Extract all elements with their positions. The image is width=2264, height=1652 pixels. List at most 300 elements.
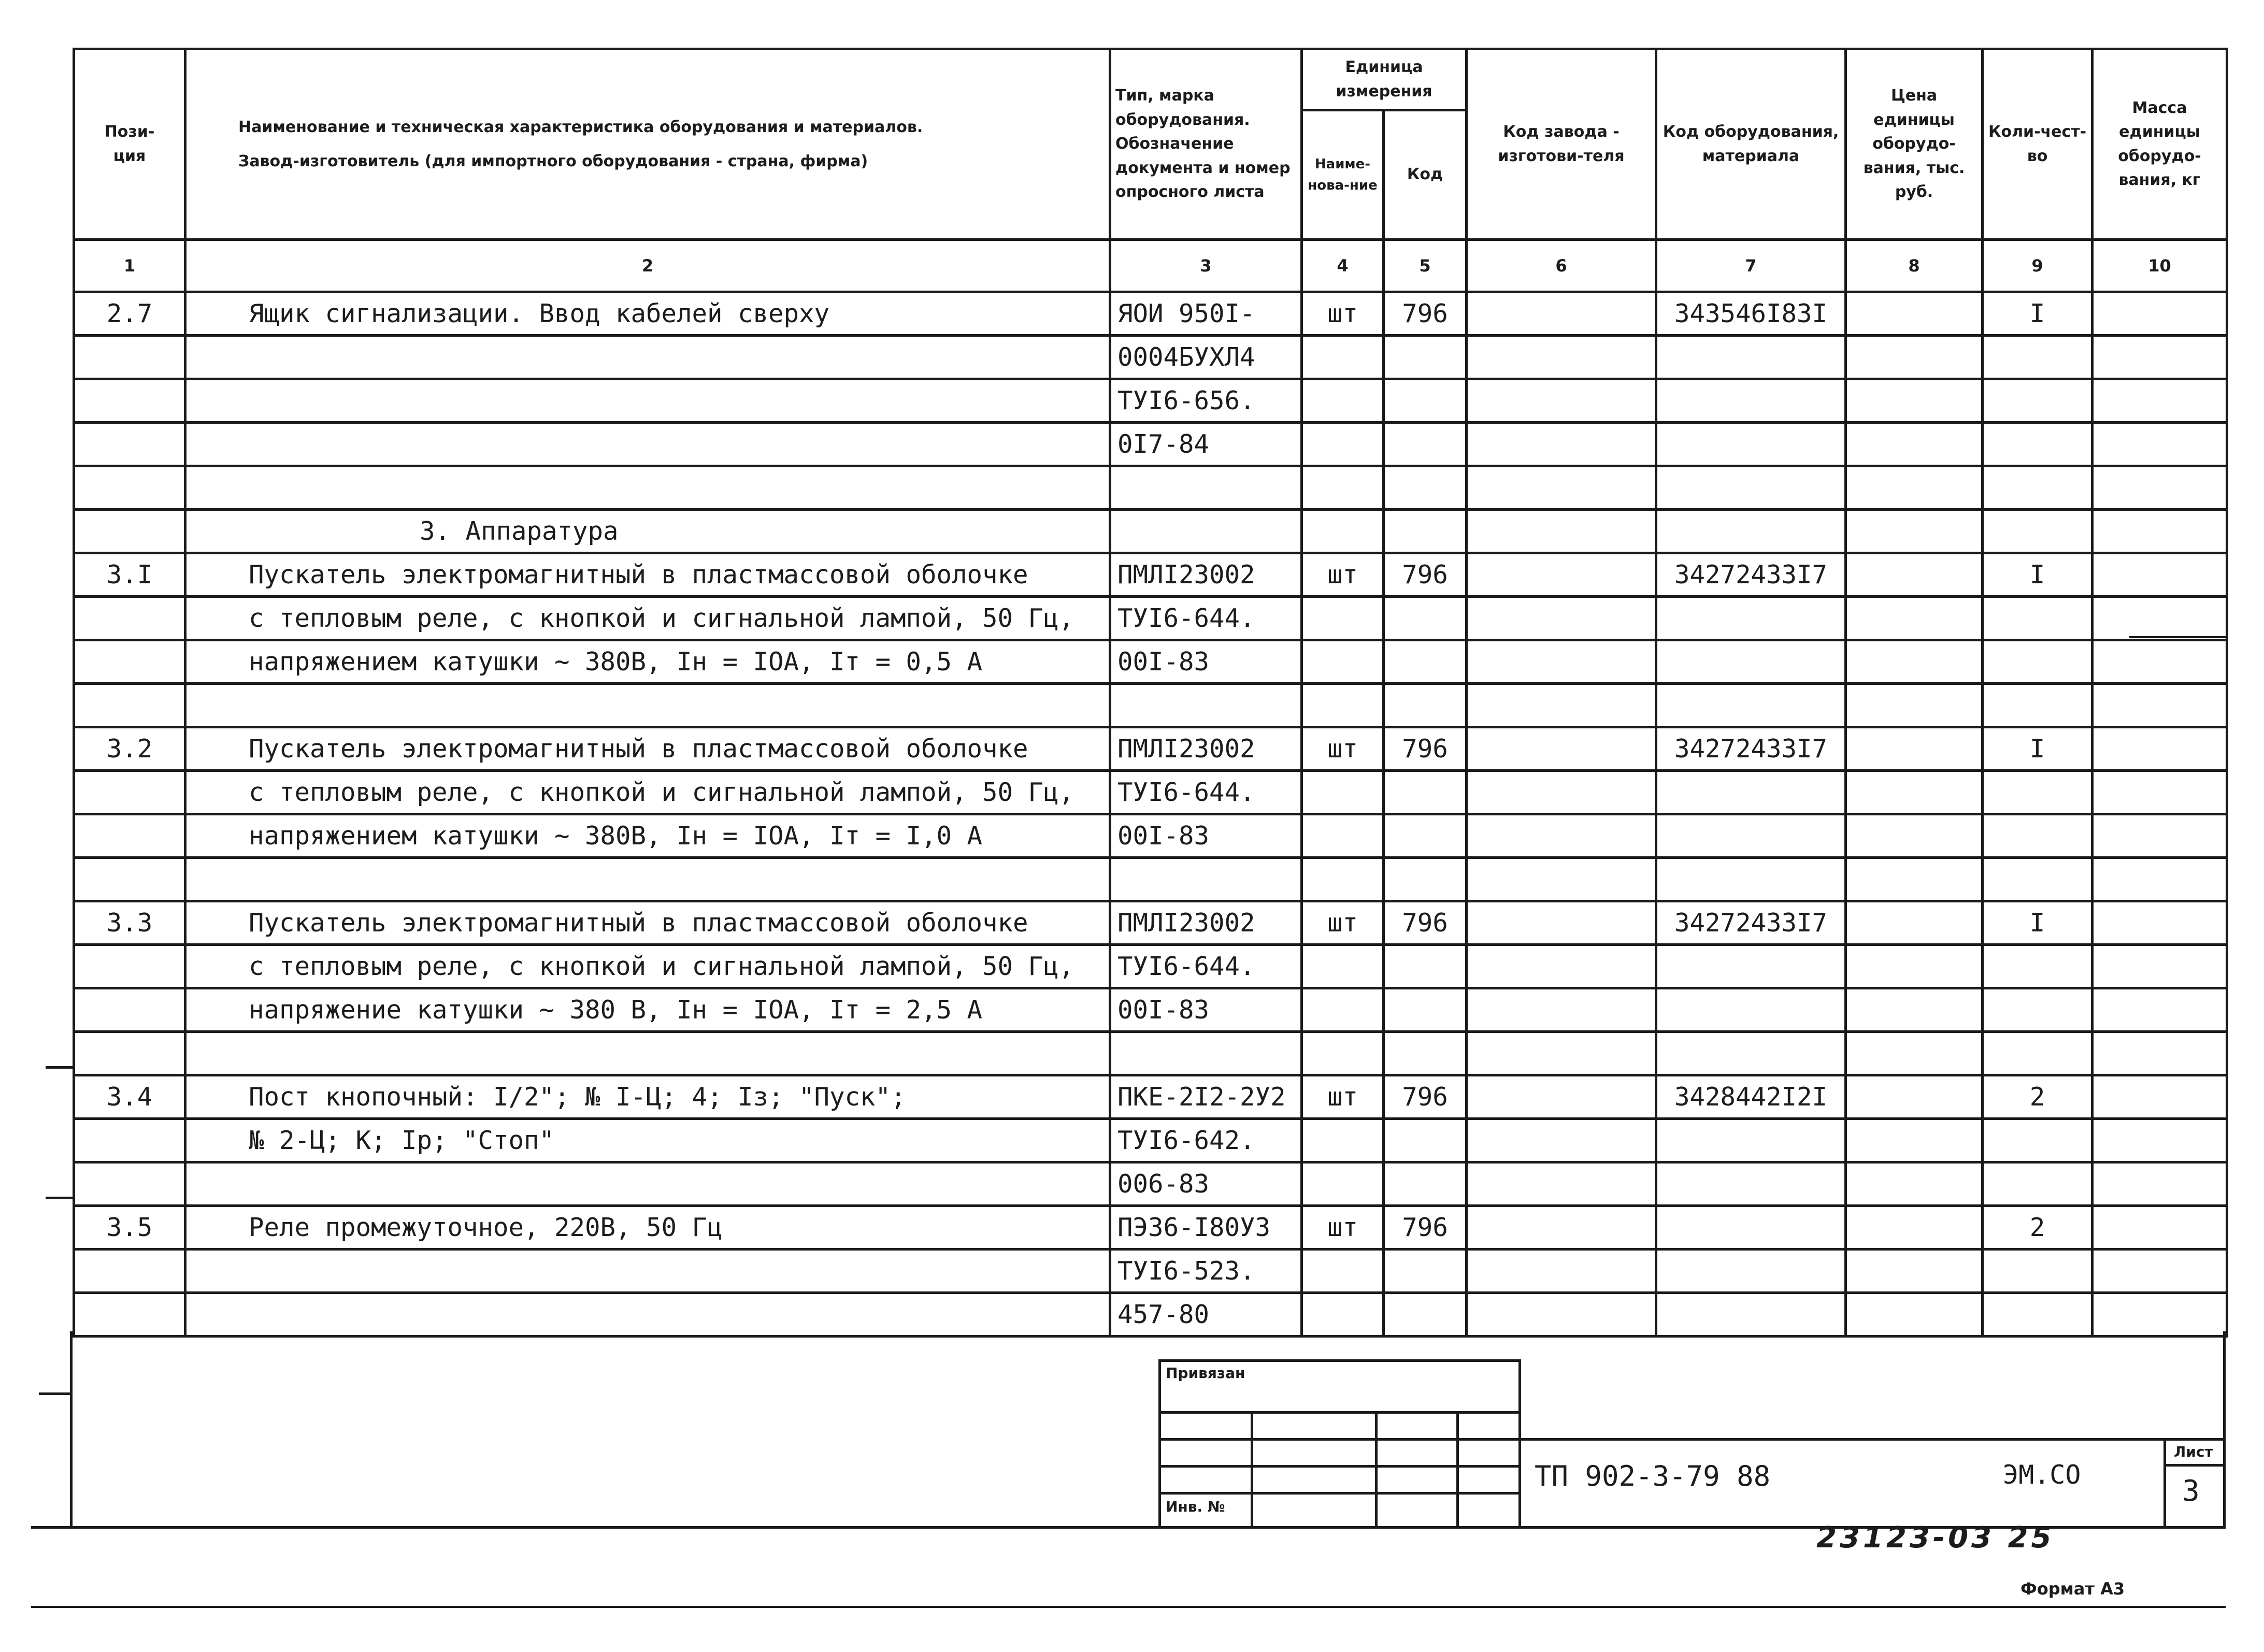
unit-code-cell (1384, 1162, 1467, 1206)
position-cell (74, 510, 185, 553)
type-cell: 0I7-84 (1110, 423, 1302, 466)
name-cell: с тепловым реле, с кнопкой и сигнальной лампой, 50 Гц, (185, 597, 1110, 640)
table-row (74, 814, 2227, 858)
quantity-cell (1983, 814, 2093, 858)
unit-name-cell (1302, 466, 1384, 510)
sheet-box-left (2163, 1438, 2166, 1528)
price-cell (1846, 988, 1983, 1032)
header-position: Пози- ция (74, 49, 185, 240)
price-cell (1846, 510, 1983, 553)
factory-code-cell (1467, 597, 1656, 640)
unit-name-cell (1302, 1162, 1384, 1206)
factory-code-cell (1467, 466, 1656, 510)
type-cell: 457-80 (1110, 1293, 1302, 1337)
unit-name-cell: шт (1302, 1206, 1384, 1249)
equipment-code-cell: 343546I83I (1656, 292, 1846, 336)
column-number-6: 6 (1467, 240, 1656, 292)
position-cell (74, 379, 185, 423)
unit-name-cell: шт (1302, 292, 1384, 336)
sheet-box-divider (2163, 1464, 2226, 1467)
unit-code-cell (1384, 814, 1467, 858)
quantity-cell (1983, 1249, 2093, 1293)
name-cell (185, 1249, 1110, 1293)
quantity-cell: I (1983, 292, 2093, 336)
column-number-7: 7 (1656, 240, 1846, 292)
position-cell (74, 336, 185, 379)
type-cell: ПКЕ-2I2-2У2 (1110, 1075, 1302, 1119)
name-cell: Реле промежуточное, 220В, 50 Гц (185, 1206, 1110, 1249)
mass-cell (2093, 858, 2227, 901)
unit-name-cell (1302, 1249, 1384, 1293)
name-cell: напряжением катушки ~ 380В, Iн = IOA, Iт = 0,5 А (185, 640, 1110, 684)
factory-code-cell (1467, 901, 1656, 945)
type-cell: 00I-83 (1110, 814, 1302, 858)
quantity-cell: 2 (1983, 1206, 2093, 1249)
bottom-rule (31, 1606, 2226, 1608)
price-cell (1846, 553, 1983, 597)
factory-code-cell (1467, 814, 1656, 858)
unit-code-cell (1384, 945, 1467, 988)
price-cell (1846, 1206, 1983, 1249)
table-row (74, 945, 2227, 988)
position-cell: 3.I (74, 553, 185, 597)
price-cell (1846, 1249, 1983, 1293)
unit-name-cell (1302, 510, 1384, 553)
name-cell: Пост кнопочный: I/2"; № I-Ц; 4; Iз; "Пуск"; (185, 1075, 1110, 1119)
header-equipment-code: Код оборудования, материала (1656, 49, 1846, 240)
price-cell (1846, 684, 1983, 727)
type-cell: ПМЛI23002 (1110, 553, 1302, 597)
table-row (74, 1249, 2227, 1293)
name-cell (185, 423, 1110, 466)
price-cell (1846, 814, 1983, 858)
equipment-code-cell (1656, 640, 1846, 684)
sheet-number: 3 (2182, 1474, 2200, 1508)
name-cell: Пускатель электромагнитный в пластмассовой оболочке (185, 727, 1110, 771)
position-cell (74, 640, 185, 684)
mass-cell (2093, 553, 2227, 597)
name-cell: с тепловым реле, с кнопкой и сигнальной лампой, 50 Гц, (185, 771, 1110, 814)
quantity-cell (1983, 423, 2093, 466)
price-cell (1846, 597, 1983, 640)
factory-code-cell (1467, 858, 1656, 901)
unit-code-cell: 796 (1384, 727, 1467, 771)
table-row (74, 597, 2227, 640)
type-cell (1110, 1032, 1302, 1075)
name-cell: № 2-Ц; К; Iр; "Стоп" (185, 1119, 1110, 1162)
equipment-code-cell (1656, 597, 1846, 640)
position-cell (74, 945, 185, 988)
mass-cell (2093, 1032, 2227, 1075)
unit-code-cell (1384, 858, 1467, 901)
name-cell: Ящик сигнализации. Ввод кабелей сверху (185, 292, 1110, 336)
table-row (74, 423, 2227, 466)
type-cell: 00I-83 (1110, 988, 1302, 1032)
mass-cell (2093, 1293, 2227, 1337)
archive-number: 23123-03 25 (1816, 1521, 2055, 1555)
position-cell (74, 858, 185, 901)
mass-cell (2093, 727, 2227, 771)
equipment-code-cell (1656, 684, 1846, 727)
mass-cell (2093, 292, 2227, 336)
factory-code-cell (1467, 1032, 1656, 1075)
quantity-cell (1983, 1162, 2093, 1206)
mass-cell (2093, 988, 2227, 1032)
price-cell (1846, 1293, 1983, 1337)
mass-cell (2093, 771, 2227, 814)
equipment-code-cell (1656, 1032, 1846, 1075)
price-cell (1846, 1162, 1983, 1206)
position-cell: 3.2 (74, 727, 185, 771)
header-name-line1: Наименование и техническая характеристика оборудования и материалов. (238, 118, 923, 136)
title-block (1158, 1359, 1521, 1526)
factory-code-cell (1467, 1293, 1656, 1337)
format-label: Формат А3 (2021, 1579, 2125, 1599)
type-cell: 00I-83 (1110, 640, 1302, 684)
header-unit-code: Код (1384, 110, 1467, 240)
mass-cell (2093, 901, 2227, 945)
unit-name-cell (1302, 684, 1384, 727)
unit-name-cell (1302, 336, 1384, 379)
unit-name-cell (1302, 640, 1384, 684)
column-number-9: 9 (1983, 240, 2093, 292)
inventory-label: Инв. № (1166, 1498, 1225, 1515)
table-row (74, 1032, 2227, 1075)
position-cell (74, 423, 185, 466)
price-cell (1846, 901, 1983, 945)
equipment-code-cell (1656, 379, 1846, 423)
equipment-code-cell (1656, 771, 1846, 814)
name-cell (185, 1293, 1110, 1337)
mass-cell (2093, 1075, 2227, 1119)
mass-cell (2093, 1162, 2227, 1206)
unit-code-cell (1384, 1032, 1467, 1075)
unit-name-cell: шт (1302, 727, 1384, 771)
quantity-cell (1983, 597, 2093, 640)
position-cell (74, 988, 185, 1032)
name-cell (185, 684, 1110, 727)
unit-name-cell (1302, 423, 1384, 466)
table-row (74, 988, 2227, 1032)
type-cell: ТУI6-656. (1110, 379, 1302, 423)
table-row (74, 292, 2227, 336)
equipment-code-cell: 3428442I2I (1656, 1075, 1846, 1119)
type-cell (1110, 858, 1302, 901)
table-row (74, 771, 2227, 814)
bound-label: Привязан (1166, 1364, 1245, 1382)
factory-code-cell (1467, 292, 1656, 336)
type-cell: ТУI6-644. (1110, 945, 1302, 988)
equipment-code-cell (1656, 945, 1846, 988)
type-cell: ТУI6-644. (1110, 771, 1302, 814)
equipment-code-cell (1656, 336, 1846, 379)
unit-name-cell (1302, 379, 1384, 423)
column-number-1: 1 (74, 240, 185, 292)
type-cell: ПМЛI23002 (1110, 727, 1302, 771)
unit-code-cell: 796 (1384, 553, 1467, 597)
margin-tick (39, 1392, 73, 1395)
name-cell: напряжение катушки ~ 380 В, Iн = IOA, Iт = 2,5 А (185, 988, 1110, 1032)
factory-code-cell (1467, 379, 1656, 423)
name-cell (185, 466, 1110, 510)
column-number-2: 2 (185, 240, 1110, 292)
unit-name-cell (1302, 858, 1384, 901)
name-cell (185, 1032, 1110, 1075)
unit-name-cell: шт (1302, 901, 1384, 945)
quantity-cell: I (1983, 901, 2093, 945)
header-price: Цена единицы оборудо-вания, тыс. руб. (1846, 49, 1983, 240)
header-name (185, 49, 1110, 240)
table-row (74, 1162, 2227, 1206)
equipment-code-cell (1656, 1206, 1846, 1249)
column-number-3: 3 (1110, 240, 1302, 292)
factory-code-cell (1467, 640, 1656, 684)
unit-code-cell (1384, 510, 1467, 553)
mass-cell (2093, 466, 2227, 510)
price-cell (1846, 1119, 1983, 1162)
header-unit: Единица измерения (1302, 49, 1467, 110)
mass-cell (2093, 336, 2227, 379)
position-cell (74, 1293, 185, 1337)
unit-code-cell (1384, 379, 1467, 423)
unit-code-cell (1384, 771, 1467, 814)
header-quantity: Коли-чест-во (1983, 49, 2093, 240)
table-row (74, 510, 2227, 553)
equipment-code-cell (1656, 423, 1846, 466)
header-factory-code: Код завода - изготови-теля (1467, 49, 1656, 240)
position-cell (74, 771, 185, 814)
price-cell (1846, 379, 1983, 423)
unit-name-cell (1302, 814, 1384, 858)
type-cell: ТУI6-523. (1110, 1249, 1302, 1293)
price-cell (1846, 640, 1983, 684)
equipment-code-cell: 34272433I7 (1656, 901, 1846, 945)
type-cell: 0004БУХЛ4 (1110, 336, 1302, 379)
unit-code-cell: 796 (1384, 292, 1467, 336)
quantity-cell (1983, 945, 2093, 988)
type-cell (1110, 510, 1302, 553)
equipment-code-cell (1656, 814, 1846, 858)
price-cell (1846, 292, 1983, 336)
mass-cell (2093, 640, 2227, 684)
price-cell (1846, 858, 1983, 901)
specification-table (73, 48, 2228, 1338)
margin-tick (46, 1197, 73, 1199)
mass-cell (2093, 814, 2227, 858)
type-cell: ПМЛI23002 (1110, 901, 1302, 945)
type-cell: ЯОИ 950I- (1110, 292, 1302, 336)
price-cell (1846, 771, 1983, 814)
unit-code-cell (1384, 684, 1467, 727)
unit-code-cell: 796 (1384, 1075, 1467, 1119)
quantity-cell (1983, 1032, 2093, 1075)
equipment-code-cell (1656, 1162, 1846, 1206)
name-cell: 3. Аппаратура (185, 510, 1110, 553)
price-cell (1846, 727, 1983, 771)
factory-code-cell (1467, 1119, 1656, 1162)
table-row (74, 1119, 2227, 1162)
quantity-cell (1983, 1293, 2093, 1337)
quantity-cell (1983, 379, 2093, 423)
unit-name-cell (1302, 771, 1384, 814)
stamp-divider (1521, 1438, 2226, 1441)
name-cell: Пускатель электромагнитный в пластмассовой оболочке (185, 553, 1110, 597)
name-cell (185, 379, 1110, 423)
unit-name-cell: шт (1302, 1075, 1384, 1119)
unit-code-cell (1384, 1249, 1467, 1293)
column-number-8: 8 (1846, 240, 1983, 292)
equipment-code-cell (1656, 858, 1846, 901)
factory-code-cell (1467, 1249, 1656, 1293)
unit-code-cell: 796 (1384, 901, 1467, 945)
price-cell (1846, 466, 1983, 510)
position-cell (74, 597, 185, 640)
unit-name-cell (1302, 1032, 1384, 1075)
factory-code-cell (1467, 771, 1656, 814)
factory-code-cell (1467, 1075, 1656, 1119)
factory-code-cell (1467, 336, 1656, 379)
mass-cell (2093, 597, 2227, 640)
factory-code-cell (1467, 684, 1656, 727)
factory-code-cell (1467, 553, 1656, 597)
equipment-code-cell: 34272433I7 (1656, 553, 1846, 597)
column-number-4: 4 (1302, 240, 1384, 292)
unit-code-cell (1384, 640, 1467, 684)
margin-tick (2129, 636, 2228, 638)
name-cell (185, 336, 1110, 379)
price-cell (1846, 423, 1983, 466)
unit-code-cell (1384, 1119, 1467, 1162)
price-cell (1846, 1075, 1983, 1119)
name-cell: Пускатель электромагнитный в пластмассовой оболочке (185, 901, 1110, 945)
margin-tick (46, 1066, 73, 1069)
header-mass: Масса единицы оборудо-вания, кг (2093, 49, 2227, 240)
price-cell (1846, 945, 1983, 988)
unit-name-cell (1302, 1119, 1384, 1162)
quantity-cell: 2 (1983, 1075, 2093, 1119)
position-cell: 3.4 (74, 1075, 185, 1119)
unit-name-cell (1302, 597, 1384, 640)
unit-name-cell (1302, 945, 1384, 988)
unit-code-cell (1384, 988, 1467, 1032)
table-row (74, 684, 2227, 727)
factory-code-cell (1467, 727, 1656, 771)
position-cell (74, 466, 185, 510)
header-unit-name: Наиме-нова-ние (1302, 110, 1384, 240)
mass-cell (2093, 945, 2227, 988)
table-row (74, 1075, 2227, 1119)
column-number-10: 10 (2093, 240, 2227, 292)
table-row (74, 640, 2227, 684)
mass-cell (2093, 684, 2227, 727)
table-row (74, 1293, 2227, 1337)
quantity-cell (1983, 466, 2093, 510)
quantity-cell (1983, 771, 2093, 814)
frame-right (2223, 1331, 2226, 1528)
name-cell (185, 858, 1110, 901)
equipment-code-cell (1656, 466, 1846, 510)
type-cell: ТУI6-642. (1110, 1119, 1302, 1162)
document-code: ТП 902-3-79 88 (1535, 1460, 1771, 1492)
factory-code-cell (1467, 1206, 1656, 1249)
factory-code-cell (1467, 1162, 1656, 1206)
table-row (74, 379, 2227, 423)
name-cell (185, 1162, 1110, 1206)
position-cell: 2.7 (74, 292, 185, 336)
table-row (74, 553, 2227, 597)
table-row (74, 901, 2227, 945)
type-cell: ТУI6-644. (1110, 597, 1302, 640)
position-cell (74, 684, 185, 727)
mass-cell (2093, 1206, 2227, 1249)
quantity-cell: I (1983, 727, 2093, 771)
quantity-cell (1983, 684, 2093, 727)
type-cell: ПЭ36-I80У3 (1110, 1206, 1302, 1249)
sheet-label: Лист (2174, 1443, 2213, 1460)
factory-code-cell (1467, 945, 1656, 988)
table-row (74, 858, 2227, 901)
unit-code-cell (1384, 1293, 1467, 1337)
quantity-cell (1983, 510, 2093, 553)
mass-cell (2093, 423, 2227, 466)
price-cell (1846, 1032, 1983, 1075)
header-name-line2: Завод-изготовитель (для импортного оборудования - страна, фирма) (238, 152, 868, 170)
name-cell: с тепловым реле, с кнопкой и сигнальной лампой, 50 Гц, (185, 945, 1110, 988)
position-cell (74, 814, 185, 858)
unit-name-cell (1302, 988, 1384, 1032)
quantity-cell: I (1983, 553, 2093, 597)
header-type: Тип, марка оборудования. Обозначение документа и номер опросного листа (1110, 49, 1302, 240)
type-cell (1110, 684, 1302, 727)
quantity-cell (1983, 858, 2093, 901)
factory-code-cell (1467, 423, 1656, 466)
table-row (74, 466, 2227, 510)
unit-code-cell (1384, 423, 1467, 466)
position-cell (74, 1032, 185, 1075)
unit-code-cell (1384, 466, 1467, 510)
equipment-code-cell (1656, 510, 1846, 553)
unit-code-cell: 796 (1384, 1206, 1467, 1249)
name-cell: напряжением катушки ~ 380В, Iн = IOA, Iт = I,0 А (185, 814, 1110, 858)
table-row (74, 727, 2227, 771)
table-row (74, 1206, 2227, 1249)
column-number-5: 5 (1384, 240, 1467, 292)
position-cell: 3.5 (74, 1206, 185, 1249)
position-cell: 3.3 (74, 901, 185, 945)
quantity-cell (1983, 640, 2093, 684)
factory-code-cell (1467, 510, 1656, 553)
equipment-code-cell (1656, 988, 1846, 1032)
column-number-row (74, 240, 2227, 292)
type-cell: 006-83 (1110, 1162, 1302, 1206)
mass-cell (2093, 510, 2227, 553)
document-mark: ЭМ.СО (2003, 1460, 2081, 1490)
unit-name-cell: шт (1302, 553, 1384, 597)
quantity-cell (1983, 988, 2093, 1032)
position-cell (74, 1162, 185, 1206)
mass-cell (2093, 1249, 2227, 1293)
equipment-code-cell (1656, 1293, 1846, 1337)
factory-code-cell (1467, 988, 1656, 1032)
position-cell (74, 1249, 185, 1293)
type-cell (1110, 466, 1302, 510)
equipment-code-cell (1656, 1119, 1846, 1162)
mass-cell (2093, 379, 2227, 423)
unit-code-cell (1384, 336, 1467, 379)
equipment-code-cell (1656, 1249, 1846, 1293)
quantity-cell (1983, 1119, 2093, 1162)
price-cell (1846, 336, 1983, 379)
